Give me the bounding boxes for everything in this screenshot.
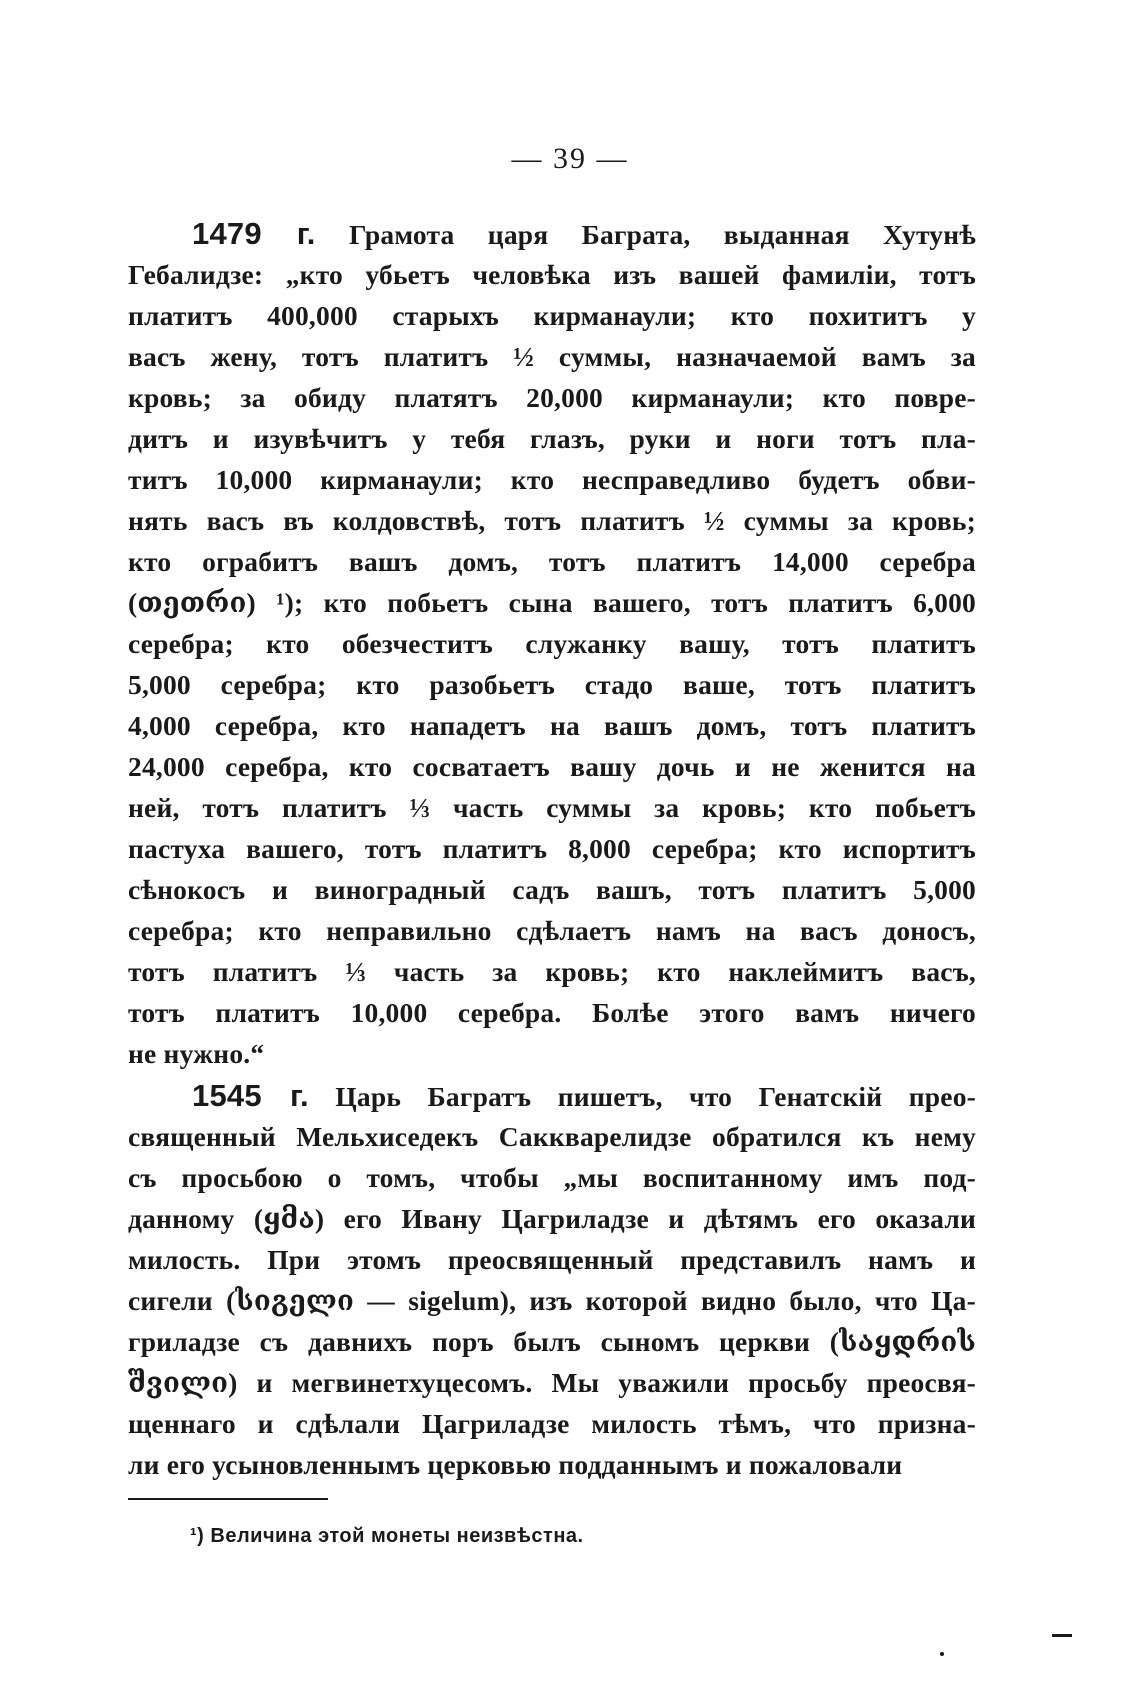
text-line <box>128 1198 976 1239</box>
text-line <box>128 869 976 910</box>
line-text: платитъ 400,000 старыхъ кирманаули; кто похититъ у <box>128 300 976 331</box>
entry-1545 <box>128 1075 976 1485</box>
text-line <box>128 1321 976 1362</box>
line-text: гриладзе съ давнихъ поръ былъ сыномъ церкви (საყდრის <box>128 1326 976 1357</box>
line-text: ли его усыновленнымъ церковью подданнымъ и пожаловали <box>128 1449 903 1480</box>
text-line <box>128 1239 976 1280</box>
line-text: 4,000 серебра, кто нападетъ на вашъ домъ, тотъ платитъ <box>128 710 976 741</box>
footnote: ¹) Величина этой монеты неизвѣстна. <box>190 1525 584 1547</box>
text-line <box>128 418 976 459</box>
text-line <box>128 910 976 951</box>
line-text: нять васъ въ колдовствѣ, тотъ платитъ ½ суммы за кровь; <box>128 505 976 536</box>
line-text: щеннаго и сдѣлали Цагриладзе милость тѣмъ, что призна- <box>128 1408 976 1439</box>
text-line <box>128 582 976 623</box>
line-text: (თეთრი) ¹); кто побьетъ сына вашего, тотъ платитъ 6,000 <box>128 587 976 618</box>
line-text: Гебалидзе: „кто убьетъ человѣка изъ вашей фамиліи, тотъ <box>128 259 976 290</box>
text-line <box>128 295 976 336</box>
text-line <box>128 541 976 582</box>
line-text: милость. При этомъ преосвященный представилъ намъ и <box>128 1244 976 1275</box>
line-text: серебра; кто обезчеститъ служанку вашу, тотъ платитъ <box>128 628 976 659</box>
line-text: серебра; кто неправильно сдѣлаетъ намъ на васъ доносъ, <box>128 915 976 946</box>
text-line <box>128 992 976 1033</box>
footnote-rule <box>128 1498 328 1500</box>
line-text: тотъ платитъ ⅓ часть за кровь; кто наклеймитъ васъ, <box>128 956 976 987</box>
line-text: 24,000 серебра, кто сосватаетъ вашу дочь и не женится на <box>128 751 976 782</box>
text-line <box>128 787 976 828</box>
text-line <box>128 623 976 664</box>
entry-year: 1479 г. <box>192 216 316 251</box>
line-text: Грамота царя Баграта, выданная Хутунѣ <box>348 219 976 250</box>
text-line <box>128 1116 976 1157</box>
text-line <box>128 459 976 500</box>
line-text: Царь Багратъ пишетъ, что Генатскій прео- <box>335 1081 977 1112</box>
text-line <box>128 1280 976 1321</box>
scan-mark <box>1052 1634 1072 1637</box>
text-line <box>128 500 976 541</box>
line-text: кто ограбитъ вашъ домъ, тотъ платитъ 14,000 серебра <box>128 546 976 577</box>
text-line <box>128 1444 976 1485</box>
line-text: сѣнокосъ и виноградный садъ вашъ, тотъ платитъ 5,000 <box>128 874 976 905</box>
text-line <box>128 1157 976 1198</box>
line-text: священный Мельхиседекъ Саккварелидзе обратился къ нему <box>128 1121 976 1152</box>
line-text: შვილი) и мегвинетхуцесомъ. Мы уважили просьбу преосвя- <box>128 1367 976 1398</box>
text-line <box>128 746 976 787</box>
line-text: дитъ и изувѣчитъ у тебя глазъ, руки и ноги тотъ пла- <box>128 423 976 454</box>
scan-dot <box>940 1652 944 1656</box>
text-line <box>128 705 976 746</box>
line-text: ней, тотъ платитъ ⅓ часть суммы за кровь; кто побьетъ <box>128 792 976 823</box>
text-line <box>128 254 976 295</box>
entry-year: 1545 г. <box>192 1078 309 1113</box>
text-line <box>128 1362 976 1403</box>
line-text: данному (ყმა) его Ивану Цагриладзе и дѣтямъ его оказали <box>128 1203 976 1234</box>
text-line <box>128 1075 976 1116</box>
text-line <box>128 664 976 705</box>
line-text: кровь; за обиду платятъ 20,000 кирманаули; кто повре- <box>128 382 976 413</box>
line-text: сигели (სიგელი — sigelum), изъ которой видно было, что Ца- <box>128 1285 976 1316</box>
entry-1479 <box>128 213 976 1074</box>
text-line <box>128 213 976 254</box>
line-text: не нужно.“ <box>128 1038 265 1069</box>
line-text: 5,000 серебра; кто разобьетъ стадо ваше, тотъ платитъ <box>128 669 976 700</box>
line-text: васъ жену, тотъ платитъ ½ суммы, назначаемой вамъ за <box>128 341 976 372</box>
text-line <box>128 828 976 869</box>
text-line <box>128 1403 976 1444</box>
text-line <box>128 1033 976 1074</box>
page-number: — 39 — <box>511 142 629 175</box>
line-text: съ просьбою о томъ, чтобы „мы воспитанному имъ под- <box>128 1162 976 1193</box>
text-line <box>128 336 976 377</box>
line-text: титъ 10,000 кирманаули; кто несправедливо будетъ обви- <box>128 464 976 495</box>
line-text: тотъ платитъ 10,000 серебра. Болѣе этого вамъ ничего <box>128 997 976 1028</box>
text-line <box>128 951 976 992</box>
line-text: пастуха вашего, тотъ платитъ 8,000 серебра; кто испортитъ <box>128 833 976 864</box>
text-line <box>128 377 976 418</box>
